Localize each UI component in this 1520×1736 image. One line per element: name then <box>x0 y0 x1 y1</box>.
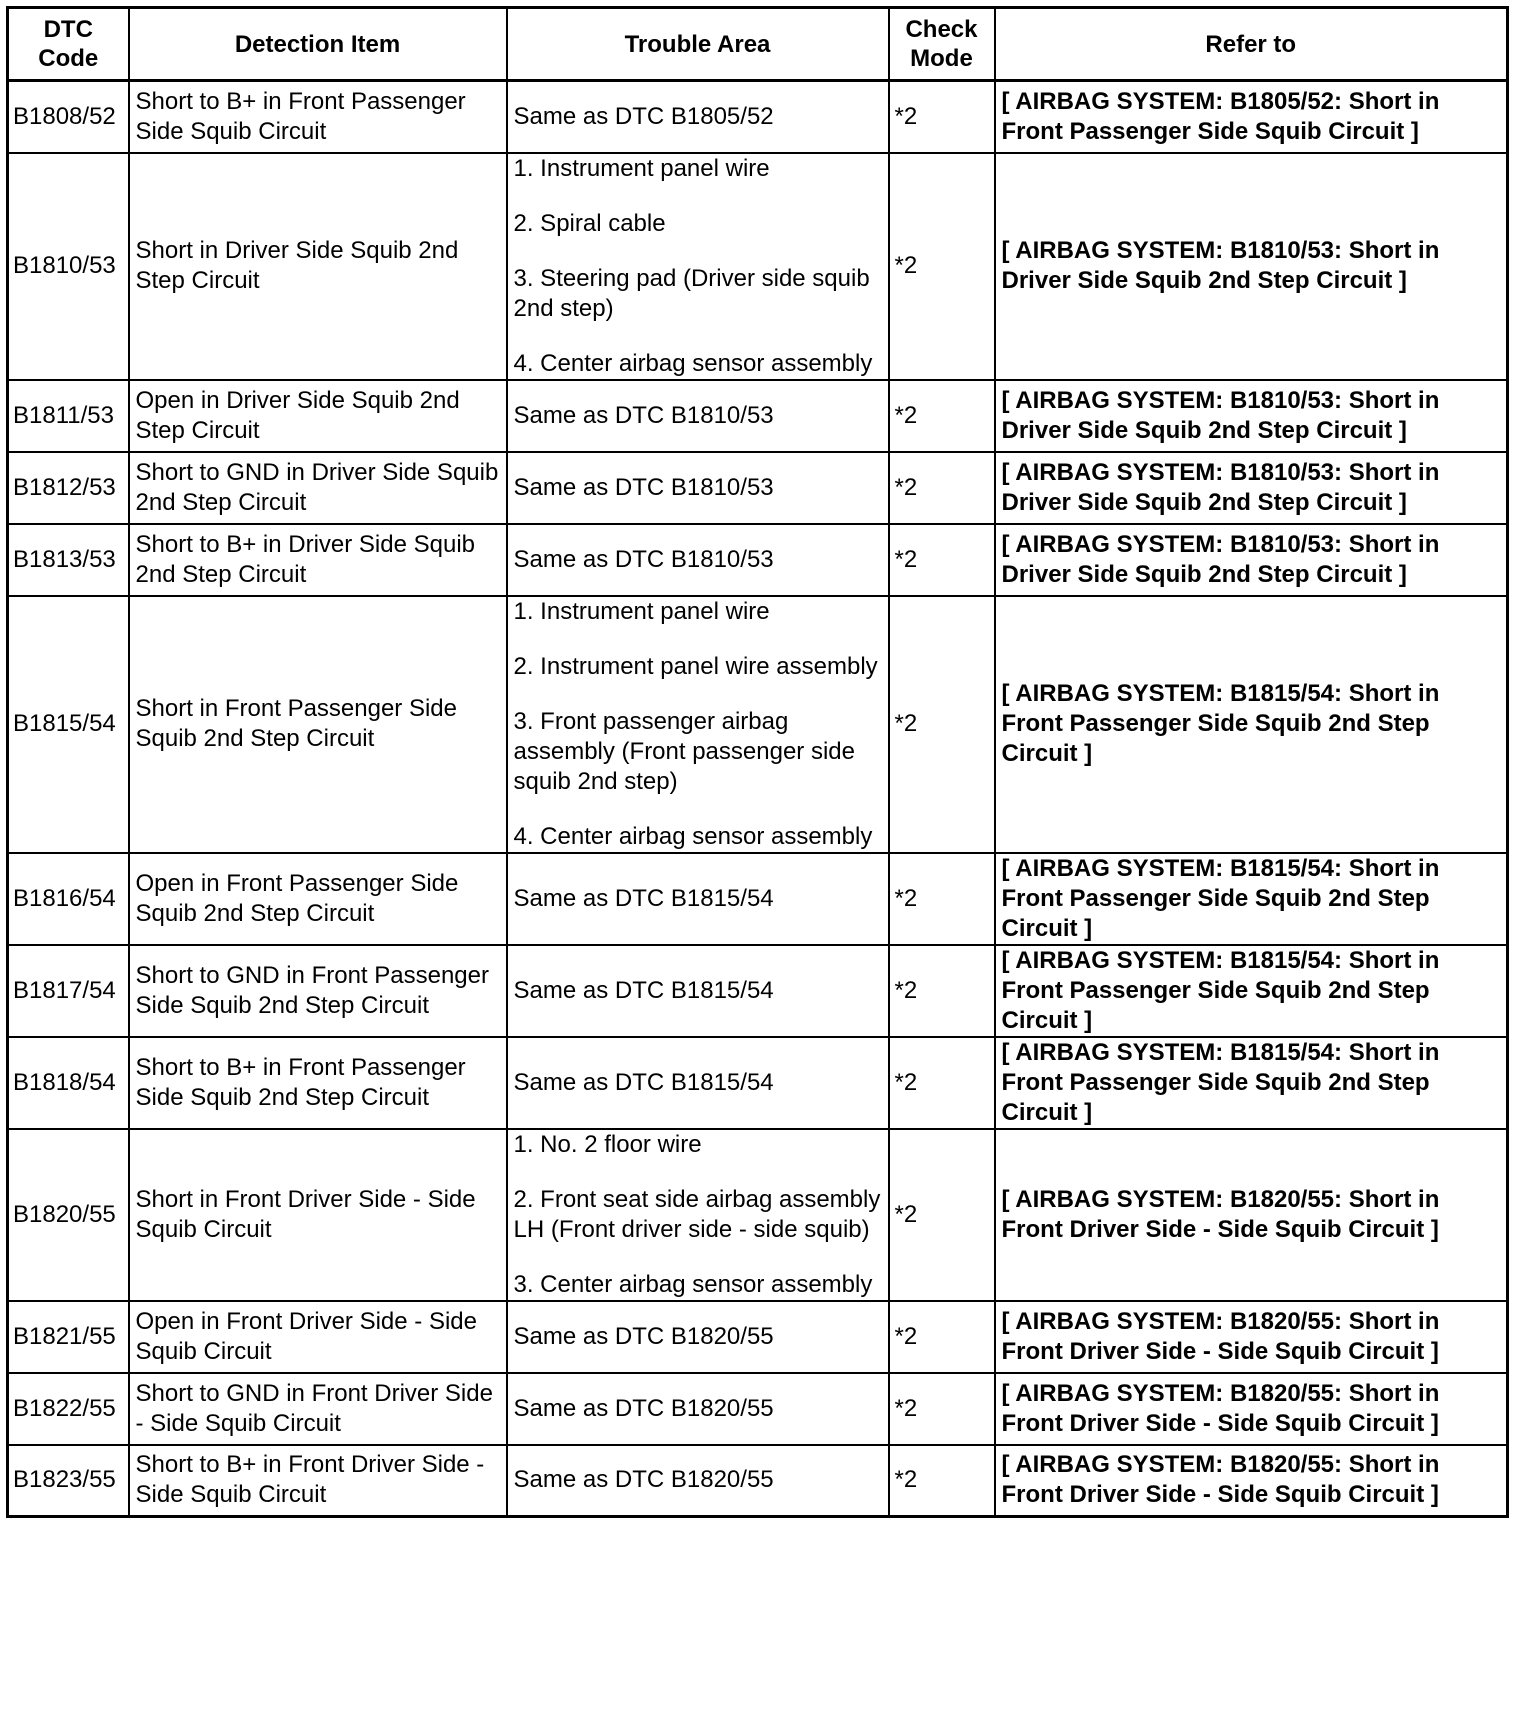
trouble-area-entry: Same as DTC B1820/55 <box>513 1322 774 1350</box>
check-mode-cell: *2 <box>889 81 995 153</box>
trouble-area-entry: Same as DTC B1810/53 <box>513 545 774 573</box>
header-refer-to: Refer to <box>995 8 1508 81</box>
table-row <box>8 81 1508 153</box>
header-check-mode: Check Mode <box>889 8 995 81</box>
detection-item-cell: Short to B+ in Driver Side Squib 2nd Step Circuit <box>129 524 507 596</box>
trouble-area-entry: 1. Instrument panel wire <box>513 597 770 625</box>
trouble-area-entry: Same as DTC B1810/53 <box>513 401 774 429</box>
dtc-code-cell: B1811/53 <box>8 380 129 452</box>
trouble-area-cell <box>507 524 889 596</box>
trouble-area-cell <box>507 853 889 945</box>
check-mode-cell: *2 <box>889 1301 995 1373</box>
trouble-area-entry: 2. Instrument panel wire assembly <box>513 652 878 680</box>
refer-to-cell: [ AIRBAG SYSTEM: B1820/55: Short in Front Driver Side - Side Squib Circuit ] <box>995 1373 1508 1445</box>
trouble-area-entry: Same as DTC B1815/54 <box>513 976 774 1004</box>
refer-to-cell: [ AIRBAG SYSTEM: B1815/54: Short in Front Passenger Side Squib 2nd Step Circuit ] <box>995 1037 1508 1129</box>
trouble-area-entry: 4. Center airbag sensor assembly <box>513 349 873 377</box>
table-row <box>8 1037 1508 1129</box>
trouble-area-entry: Same as DTC B1805/52 <box>513 102 774 130</box>
trouble-area-cell <box>507 1445 889 1517</box>
trouble-area-cell <box>507 81 889 153</box>
header-row <box>8 8 1508 81</box>
table-header <box>8 8 1508 81</box>
table-row <box>8 853 1508 945</box>
trouble-area-entry: Same as DTC B1815/54 <box>513 884 774 912</box>
table-row <box>8 1373 1508 1445</box>
check-mode-cell: *2 <box>889 853 995 945</box>
refer-to-cell: [ AIRBAG SYSTEM: B1815/54: Short in Front Passenger Side Squib 2nd Step Circuit ] <box>995 596 1508 853</box>
trouble-area-entry: Same as DTC B1810/53 <box>513 473 774 501</box>
check-mode-cell: *2 <box>889 1129 995 1301</box>
table-body <box>8 81 1508 1517</box>
check-mode-cell: *2 <box>889 524 995 596</box>
trouble-area-cell <box>507 1037 889 1129</box>
trouble-area-entry: 3. Steering pad (Driver side squib 2nd step) <box>513 264 870 322</box>
trouble-area-cell <box>507 596 889 853</box>
dtc-code-cell: B1821/55 <box>8 1301 129 1373</box>
trouble-area-cell <box>507 153 889 380</box>
detection-item-cell: Short to B+ in Front Driver Side - Side Squib Circuit <box>129 1445 507 1517</box>
trouble-area-entry: Same as DTC B1815/54 <box>513 1068 774 1096</box>
refer-to-cell: [ AIRBAG SYSTEM: B1820/55: Short in Front Driver Side - Side Squib Circuit ] <box>995 1129 1508 1301</box>
header-detection-item: Detection Item <box>129 8 507 81</box>
dtc-code-cell: B1810/53 <box>8 153 129 380</box>
dtc-code-cell: B1818/54 <box>8 1037 129 1129</box>
check-mode-cell: *2 <box>889 596 995 853</box>
check-mode-cell: *2 <box>889 1373 995 1445</box>
detection-item-cell: Short to GND in Driver Side Squib 2nd Step Circuit <box>129 452 507 524</box>
trouble-area-entry: 4. Center airbag sensor assembly <box>513 822 873 850</box>
trouble-area-entry: 3. Front passenger airbag assembly (Front passenger side squib 2nd step) <box>513 707 855 795</box>
trouble-area-cell <box>507 1373 889 1445</box>
detection-item-cell: Short to GND in Front Driver Side - Side Squib Circuit <box>129 1373 507 1445</box>
refer-to-cell: [ AIRBAG SYSTEM: B1810/53: Short in Driver Side Squib 2nd Step Circuit ] <box>995 452 1508 524</box>
table-row <box>8 945 1508 1037</box>
detection-item-cell: Open in Driver Side Squib 2nd Step Circuit <box>129 380 507 452</box>
trouble-area-entry: 2. Spiral cable <box>513 209 666 237</box>
trouble-area-entry: Same as DTC B1820/55 <box>513 1394 774 1422</box>
check-mode-cell: *2 <box>889 380 995 452</box>
dtc-code-cell: B1813/53 <box>8 524 129 596</box>
trouble-area-entry: 3. Center airbag sensor assembly <box>513 1270 873 1298</box>
trouble-area-entry: 1. No. 2 floor wire <box>513 1130 702 1158</box>
table-row <box>8 1445 1508 1517</box>
refer-to-cell: [ AIRBAG SYSTEM: B1815/54: Short in Front Passenger Side Squib 2nd Step Circuit ] <box>995 945 1508 1037</box>
check-mode-cell: *2 <box>889 945 995 1037</box>
trouble-area-cell <box>507 380 889 452</box>
trouble-area-entry: Same as DTC B1820/55 <box>513 1466 774 1494</box>
table-row <box>8 524 1508 596</box>
refer-to-cell: [ AIRBAG SYSTEM: B1810/53: Short in Driver Side Squib 2nd Step Circuit ] <box>995 524 1508 596</box>
dtc-table <box>6 6 1509 1518</box>
refer-to-cell: [ AIRBAG SYSTEM: B1815/54: Short in Front Passenger Side Squib 2nd Step Circuit ] <box>995 853 1508 945</box>
header-trouble-area: Trouble Area <box>507 8 889 81</box>
refer-to-cell: [ AIRBAG SYSTEM: B1820/55: Short in Front Driver Side - Side Squib Circuit ] <box>995 1445 1508 1517</box>
check-mode-cell: *2 <box>889 452 995 524</box>
dtc-code-cell: B1815/54 <box>8 596 129 853</box>
table-row <box>8 153 1508 380</box>
table-row <box>8 452 1508 524</box>
detection-item-cell: Short to B+ in Front Passenger Side Squib Circuit <box>129 81 507 153</box>
detection-item-cell: Open in Front Driver Side - Side Squib Circuit <box>129 1301 507 1373</box>
table-row <box>8 596 1508 853</box>
detection-item-cell: Short to GND in Front Passenger Side Squib 2nd Step Circuit <box>129 945 507 1037</box>
trouble-area-entry: 2. Front seat side airbag assembly LH (Front driver side - side squib) <box>513 1185 881 1243</box>
detection-item-cell: Short in Front Driver Side - Side Squib Circuit <box>129 1129 507 1301</box>
trouble-area-entry: 1. Instrument panel wire <box>513 154 770 182</box>
header-dtc-code: DTC Code <box>8 8 129 81</box>
detection-item-cell: Short in Driver Side Squib 2nd Step Circuit <box>129 153 507 380</box>
check-mode-cell: *2 <box>889 1445 995 1517</box>
trouble-area-cell <box>507 1129 889 1301</box>
refer-to-cell: [ AIRBAG SYSTEM: B1810/53: Short in Driver Side Squib 2nd Step Circuit ] <box>995 380 1508 452</box>
dtc-code-cell: B1808/52 <box>8 81 129 153</box>
table-row <box>8 380 1508 452</box>
dtc-code-cell: B1816/54 <box>8 853 129 945</box>
dtc-code-cell: B1812/53 <box>8 452 129 524</box>
check-mode-cell: *2 <box>889 153 995 380</box>
dtc-code-cell: B1822/55 <box>8 1373 129 1445</box>
check-mode-cell: *2 <box>889 1037 995 1129</box>
detection-item-cell: Open in Front Passenger Side Squib 2nd Step Circuit <box>129 853 507 945</box>
trouble-area-cell <box>507 945 889 1037</box>
refer-to-cell: [ AIRBAG SYSTEM: B1805/52: Short in Front Passenger Side Squib Circuit ] <box>995 81 1508 153</box>
dtc-code-cell: B1823/55 <box>8 1445 129 1517</box>
dtc-code-cell: B1820/55 <box>8 1129 129 1301</box>
refer-to-cell: [ AIRBAG SYSTEM: B1810/53: Short in Driver Side Squib 2nd Step Circuit ] <box>995 153 1508 380</box>
detection-item-cell: Short in Front Passenger Side Squib 2nd Step Circuit <box>129 596 507 853</box>
trouble-area-cell <box>507 1301 889 1373</box>
dtc-code-cell: B1817/54 <box>8 945 129 1037</box>
detection-item-cell: Short to B+ in Front Passenger Side Squib 2nd Step Circuit <box>129 1037 507 1129</box>
trouble-area-cell <box>507 452 889 524</box>
table-row <box>8 1301 1508 1373</box>
refer-to-cell: [ AIRBAG SYSTEM: B1820/55: Short in Front Driver Side - Side Squib Circuit ] <box>995 1301 1508 1373</box>
table-row <box>8 1129 1508 1301</box>
